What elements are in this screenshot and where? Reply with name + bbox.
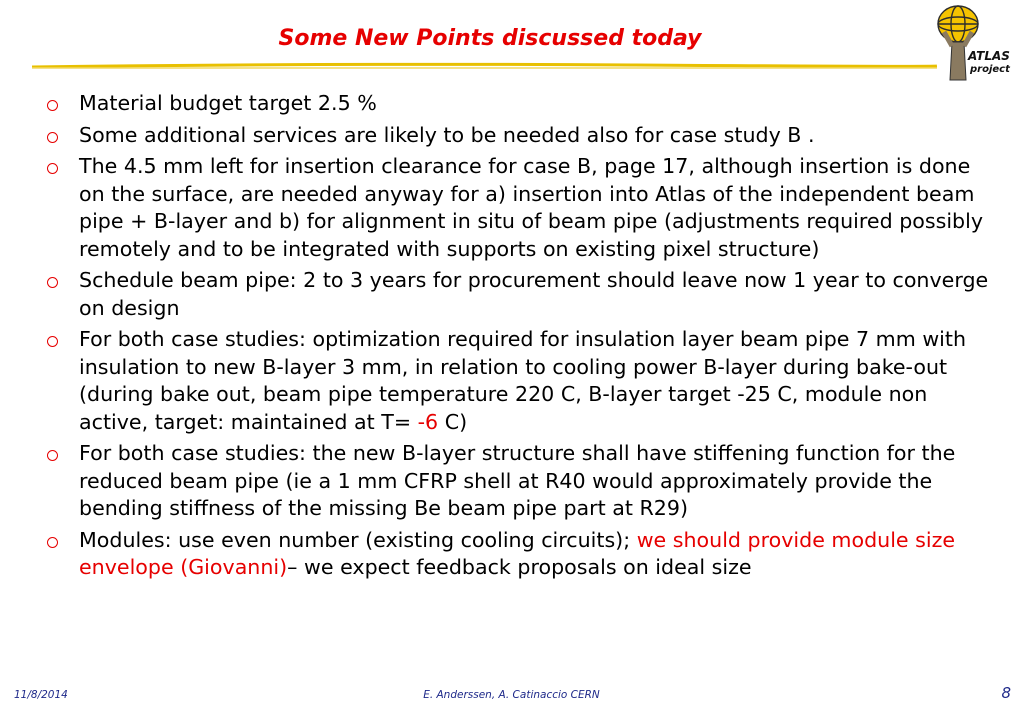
highlight-text: we should provide module size envelope (Giovanni) [79,527,956,579]
page-number: 8 [1001,684,1011,702]
svg-text:project: project [970,64,1010,75]
circle-bullet-icon [47,163,58,174]
highlight-text: -6 [417,409,439,434]
circle-bullet-icon [47,336,58,347]
circle-bullet-icon [47,537,58,548]
bullet-item: Schedule beam pipe: 2 to 3 years for procurement should leave now 1 year to converge on design [44,267,992,322]
circle-bullet-icon [47,132,58,143]
bullet-item: Some additional services are likely to be needed also for case study B . [44,122,992,150]
circle-bullet-icon [47,277,58,288]
bullet-item: The 4.5 mm left for insertion clearance for case B, page 17, although insertion is done on the surface, are needed anyway for a) insertion into Atlas of the independent beam pipe + B-layer and b) for alignment in situ of beam pipe (adjustments required possibly remotely and to be integrated with supports on existing pixel structure) [44,153,992,263]
title-underline [32,62,937,70]
circle-bullet-icon [47,450,58,461]
bullet-item: Modules: use even number (existing cooling circuits); we should provide module size envelope (Giovanni)– we expect feedback proposals on ideal size [44,527,992,582]
slide-title: Some New Points discussed today [278,26,702,51]
footer-date: 11/8/2014 [14,689,68,701]
svg-text:ATLAS: ATLAS [968,49,1010,63]
bullet-item: For both case studies: the new B-layer structure shall have stiffening function for the reduced beam pipe (ie a 1 mm CFRP shell at R40 would approximately provide the bending stiffness of the missing Be beam pipe part at R29) [44,440,992,523]
bullet-list [44,90,992,586]
footer-author: E. Anderssen, A. Catinaccio CERN [423,689,600,701]
bullet-item: For both case studies: optimization required for insulation layer beam pipe 7 mm with insulation to new B-layer 3 mm, in relation to cooling power B-layer during bake-out (during bake out, beam pipe temperature 220 C, B-layer target -25 C, module non active, target: maintained at T= -6 C) [44,326,992,436]
bullet-item: Material budget target 2.5 % [44,90,992,118]
atlas-logo [930,2,1018,86]
circle-bullet-icon [47,100,58,111]
